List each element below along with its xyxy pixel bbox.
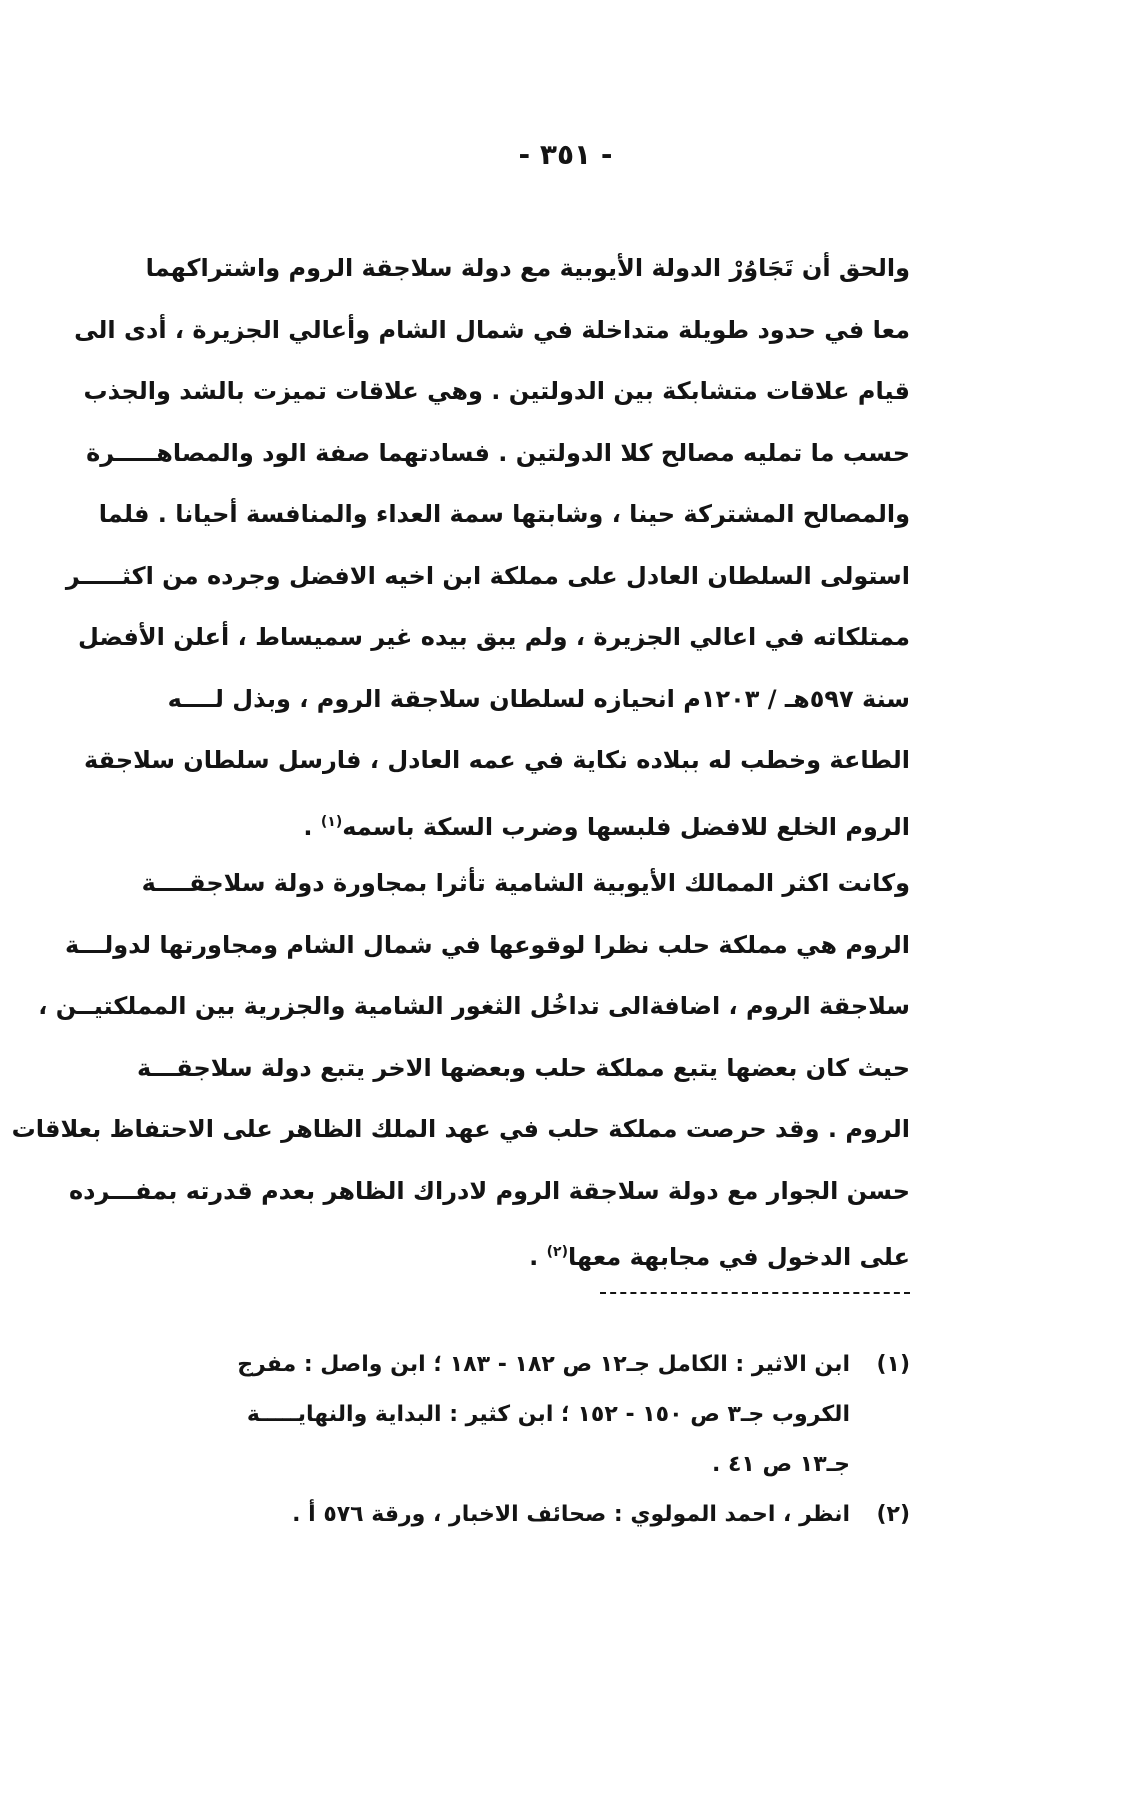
text-line: استولى السلطان العادل على مملكة ابن اخيه الافضل وجرده من اكثـــــر [65,561,910,590]
text-line: قيام علاقات متشابكة بين الدولتين . وهي علاقات تميزت بالشد والجذب [83,377,910,405]
footnotes [150,1340,910,1540]
paragraph-2 [11,853,910,1284]
text-line: والحق أن تَجَاوُرْ الدولة الأيوبية مع دولة سلاجقة الروم واشتراكهما [145,254,910,282]
text-line: وكانت اكثر الممالك الأيوبية الشامية تأثرا بمجاورة دولة سلاجقــــة [141,869,910,897]
footnote-line: الكروب جـ٣ ص ١٥٠ - ١٥٢ ؛ ابن كثير : البداية والنهايـــــة [246,1402,850,1427]
text-line-content: على الدخول في مجابهة معها [568,1243,910,1271]
paragraph-1 [65,238,910,853]
footnote-1 [150,1340,910,1490]
body-text [11,238,910,1284]
page-number: - ٣٥١ - [518,138,613,171]
text-line: حيث كان بعضها يتبع مملكة حلب وبعضها الاخر يتبع دولة سلاجقـــة [137,1053,910,1082]
text-line: الطاعة وخطب له ببلاده نكاية في عمه العادل ، فارسل سلطان سلاجقة [84,746,910,774]
text-line: والمصالح المشتركة حينا ، وشابتها سمة العداء والمنافسة أحيانا . فلما [98,500,910,528]
footnote-text [150,1490,850,1540]
footnote-separator [600,1292,910,1294]
footnote-ref-1[interactable]: (١) [320,813,343,830]
footnote-ref-2[interactable]: (٢) [546,1244,568,1260]
text-line: سنة ٥٩٧هـ / ١٢٠٣م انحيازه لسلطان سلاجقة الروم ، وبذل لــــه [167,684,910,713]
footnote-marker: (١) [876,1352,910,1377]
text-line: معا في حدود طويلة متداخلة في شمال الشام وأعالي الجزيرة ، أدى الى [74,315,910,344]
footnote-marker: (٢) [876,1502,910,1527]
footnote-line: انظر ، احمد المولوي : صحائف الاخبار ، ورقة ٥٧٦ أ . [292,1502,850,1527]
text-line-content: الروم الخلع للافضل فلبسها وضرب السكة باسمه [342,812,910,841]
text-line-last: على الدخول في مجابهة معها$^{(٢)}$ . [529,1243,910,1271]
footnote-2 [150,1490,910,1540]
text-line: حسن الجوار مع دولة سلاجقة الروم لادراك الظاهر بعدم قدرته بمفـــرده [69,1176,910,1205]
text-line: سلاجقة الروم ، اضافةالى تداخُل الثغور الشامية والجزرية بين المملكتيــن ، [38,992,910,1020]
footnote-line: جـ١٣ ص ٤١ . [711,1452,850,1477]
text-line: ممتلكاته في اعالي الجزيرة ، ولم يبق بيده غير سميساط ، أعلن الأفضل [78,623,910,651]
text-line: الروم . وقد حرصت مملكة حلب في عهد الملك الظاهر على الاحتفاظ بعلاقات [11,1115,910,1143]
footnote-line: ابن الاثير : الكامل جـ١٢ ص ١٨٢ - ١٨٣ ؛ ابن واصل : مفرج [237,1352,850,1377]
text-line-last: الروم الخلع للافضل فلبسها وضرب السكة باسمه$^{(١)}$ . [303,812,910,841]
text-line: حسب ما تمليه مصالح كلا الدولتين . فسادتهما صفة الود والمصاهـــــرة [86,438,910,467]
text-line: الروم هي مملكة حلب نظرا لوقوعها في شمال الشام ومجاورتها لدولـــة [65,930,910,959]
footnote-text [150,1340,850,1490]
